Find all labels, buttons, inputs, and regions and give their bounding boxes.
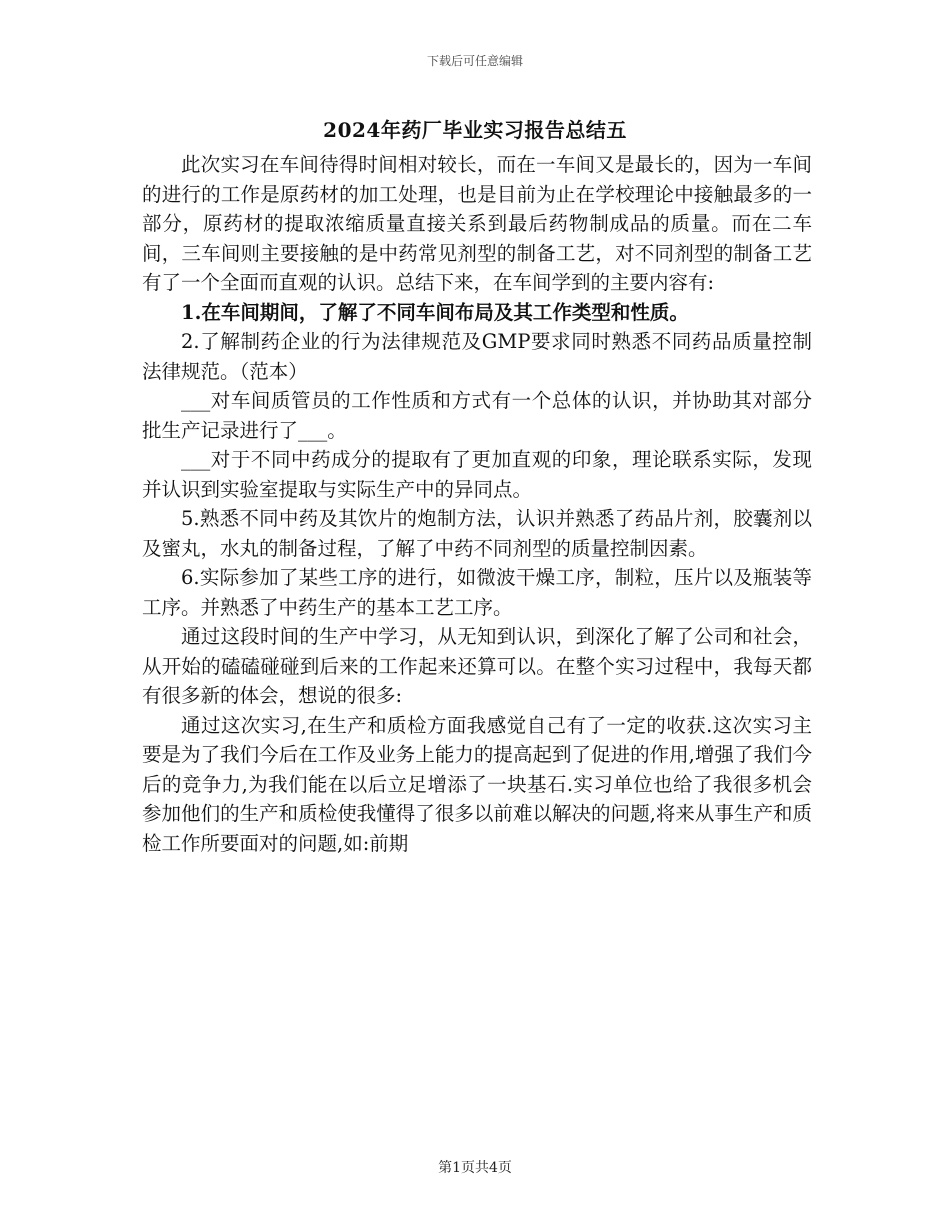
document-title: 2024年药厂毕业实习报告总结五 <box>323 118 627 142</box>
paragraph-item-6: 6.实际参加了某些工序的进行，如微波干燥工序，制粒，压片以及瓶装等工序。并熟悉了中药生产的基本工艺工序。 <box>142 566 812 619</box>
header-note: 下载后可任意编辑 <box>426 54 523 68</box>
paragraph-item-3: ___对车间质管员的工作性质和方式有一个总体的认识，并协助其对部分批生产记录进行了___。 <box>142 389 812 442</box>
document-body <box>142 150 812 858</box>
paragraph-item-2: 2.了解制药企业的行为法律规范及GMP要求同时熟悉不同药品质量控制法律规范。（范本） <box>142 330 812 383</box>
page-number-footer: 第1页共4页 <box>438 1160 512 1176</box>
paragraph-item-4: ___对于不同中药成分的提取有了更加直观的印象，理论联系实际，发现并认识到实验室提取与实际生产中的异同点。 <box>142 448 812 501</box>
paragraph-reflection: 通过这段时间的生产中学习，从无知到认识，到深化了解了公司和社会，从开始的磕磕碰碰到后来的工作起来还算可以。在整个实习过程中，我每天都有很多新的体会，想说的很多: <box>142 625 812 707</box>
paragraph-conclusion: 通过这次实习,在生产和质检方面我感觉自己有了一定的收获.这次实习主要是为了我们今后在工作及业务上能力的提高起到了促进的作用,增强了我们今后的竞争力,为我们能在以后立足增添了一块基石.实习单位也给了我很多机会参加他们的生产和质检使我懂得了很多以前难以解决的问题,将来从事生产和质检工作所要面对的问题,如:前期 <box>142 713 812 855</box>
paragraph-item-1: 1.在车间期间，了解了不同车间布局及其工作类型和性质。 <box>181 300 689 324</box>
paragraph-intro: 此次实习在车间待得时间相对较长，而在一车间又是最长的，因为一车间的进行的工作是原药材的加工处理，也是目前为止在学校理论中接触最多的一部分，原药材的提取浓缩质量直接关系到最后药物制成品的质量。而在二车间，三车间则主要接触的是中药常见剂型的制备工艺，对不同剂型的制备工艺有了一个全面而直观的认识。总结下来，在车间学到的主要内容有: <box>142 153 812 294</box>
paragraph-item-5: 5.熟悉不同中药及其饮片的炮制方法，认识并熟悉了药品片剂，胶囊剂以及蜜丸，水丸的制备过程，了解了中药不同剂型的质量控制因素。 <box>142 507 812 560</box>
